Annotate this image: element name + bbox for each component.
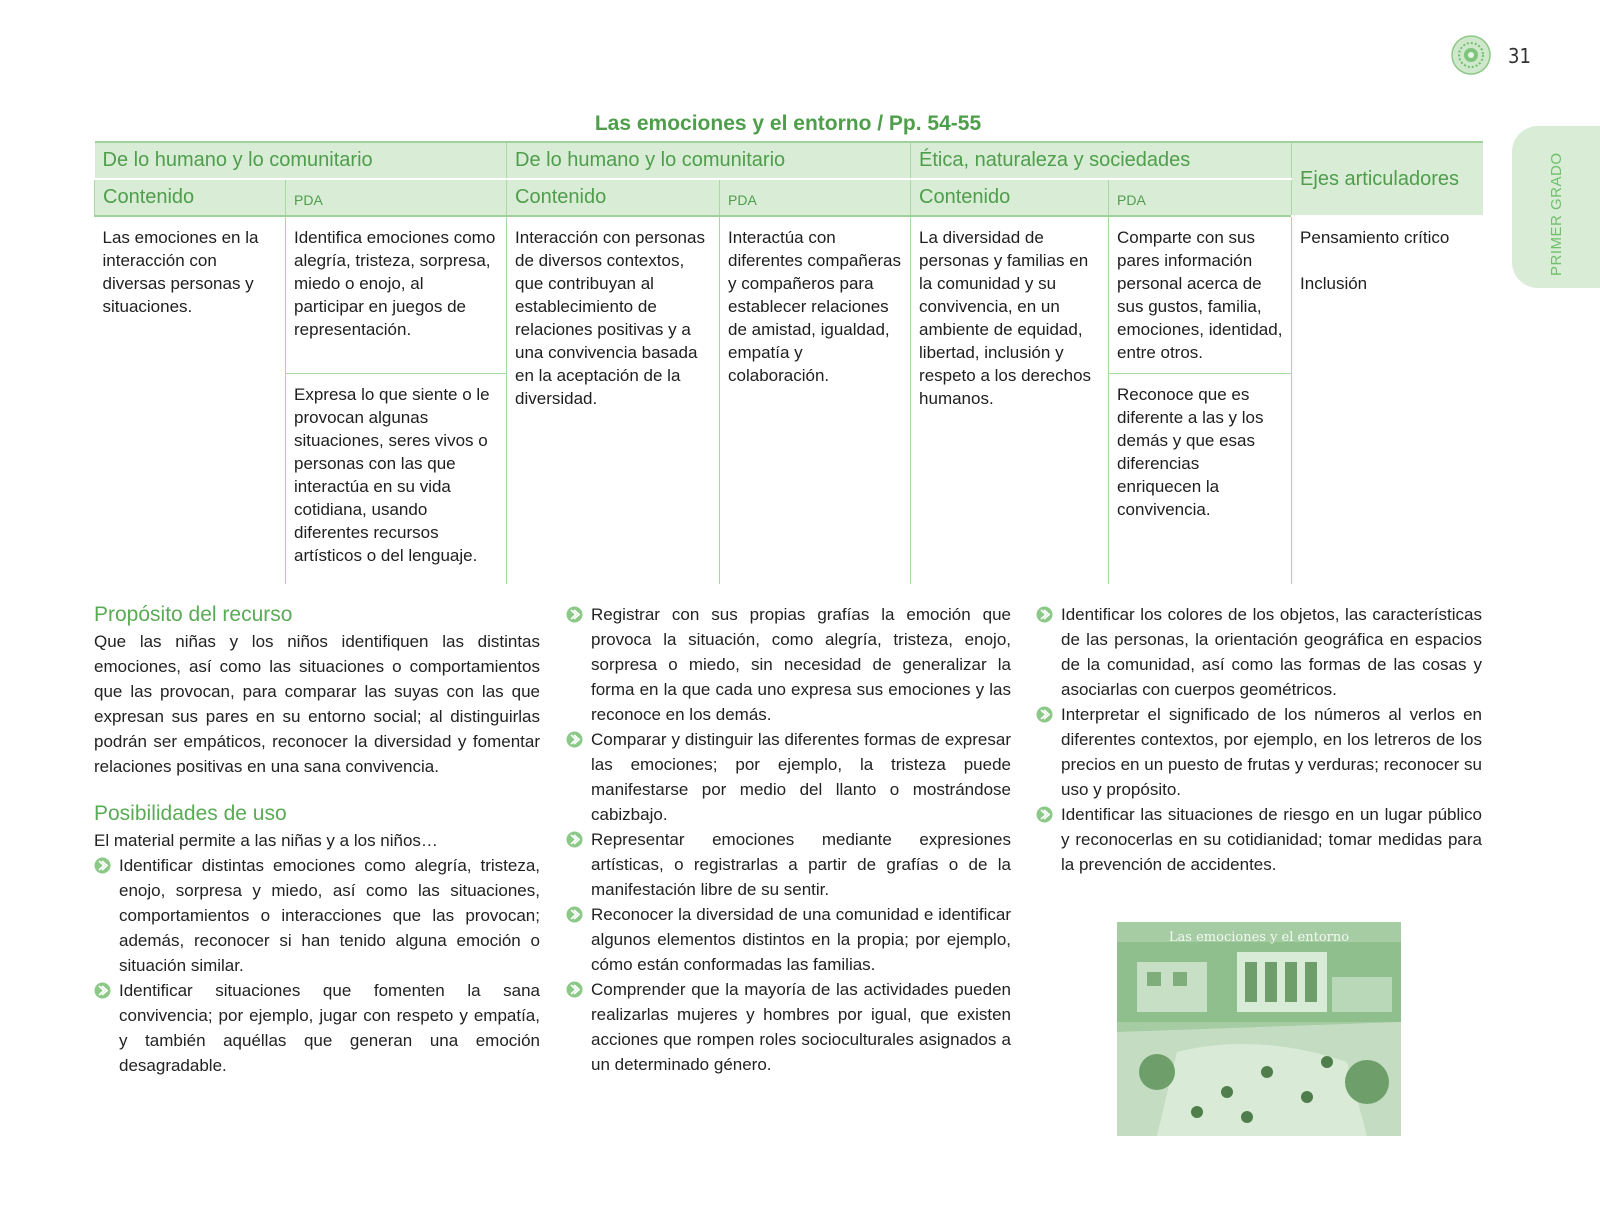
text-column-2 (566, 602, 1011, 1077)
arrow-bullet-icon (566, 906, 583, 923)
pda-cell: Expresa lo que siente o le provocan algunas situaciones, seres vivos o personas con las que interactúa en su vida cotidiana, usando diferentes recursos artísticos o del lenguaje. (286, 374, 507, 584)
proposito-text: Que las niñas y los niños identifiquen las distintas emociones, así como las situaciones o comportamientos que las provocan, para comparar las suyas con las que expresan sus pares en su entorno social; al distinguirlas podrán ser empáticos, reconocer la diversidad y fomentar relaciones positivas en una sana convivencia. (94, 632, 540, 776)
list-item: Identificar situaciones que fomenten la sana convivencia; por ejemplo, jugar con respeto y empatía, y también aquéllas que generan una emoción desagradable. (94, 978, 540, 1078)
curriculum-table (94, 141, 1483, 584)
list-item: Identificar los colores de los objetos, las características de las personas, la orientación geográfica en espacios de la comunidad, así como las formas de las cosas y asociarlas con cuerpos geométricos. (1036, 602, 1482, 702)
list-item: Registrar con sus propias grafías la emoción que provoca la situación, como alegría, tristeza, enojo, sorpresa o miedo, sin necesidad de generalizar la forma en la que cada uno expresa sus emociones y las reconoce en los demás. (566, 602, 1011, 727)
field-header-3: Ética, naturaleza y sociedades (911, 142, 1292, 179)
pda-header: PDA (1109, 179, 1292, 216)
contenido-header: Contenido (95, 179, 286, 216)
field-header-1: De lo humano y lo comunitario (95, 142, 507, 179)
list-item: Identificar distintas emociones como alegría, tristeza, enojo, sorpresa y miedo, así como las situaciones, comportamientos o interacciones que las provocan; además, reconocer si han tenido alguna emoción o situación similar. (94, 853, 540, 978)
contenido-cell: Interacción con personas de diversos contextos, que contribuyan al establecimiento de relaciones positivas y a una convivencia basada en la aceptación de la diversidad. (507, 216, 720, 584)
pda-header: PDA (720, 179, 911, 216)
arrow-bullet-icon (94, 857, 111, 874)
pda-cell: Comparte con sus pares información personal acerca de sus gustos, familia, emociones, identidad, entre otros. (1109, 216, 1292, 374)
pda-header: PDA (286, 179, 507, 216)
text-column-3 (1036, 602, 1482, 877)
text-column-1 (94, 602, 540, 1078)
field-header-2: De lo humano y lo comunitario (507, 142, 911, 179)
list-item: Interpretar el significado de los números al verlos en diferentes contextos, por ejemplo, en los letreros de los precios en un puesto de frutas y verduras; reconocer su uso y propósito. (1036, 702, 1482, 802)
ejes-cell (1292, 216, 1483, 584)
poster-thumbnail (1117, 922, 1401, 1136)
posibilidades-intro: El material permite a las niñas y a los niños… (94, 831, 438, 850)
arrow-bullet-icon (1036, 606, 1053, 623)
eje-item: Pensamiento crítico (1300, 228, 1450, 247)
pda-cell: Identifica emociones como alegría, tristeza, sorpresa, miedo o enojo, al participar en juegos de representación. (286, 216, 507, 374)
poster-title: Las emociones y el entorno (1168, 930, 1350, 945)
arrow-bullet-icon (566, 731, 583, 748)
arrow-bullet-icon (1036, 806, 1053, 823)
arrow-bullet-icon (1036, 706, 1053, 723)
eje-item: Inclusión (1300, 274, 1368, 293)
list-item: Representar emociones mediante expresiones artísticas, o registrarlas a partir de grafías o de la manifestación libre de su sentir. (566, 827, 1011, 902)
proposito-heading: Propósito del recurso (94, 603, 293, 626)
grade-label: PRIMER GRADO (1548, 152, 1565, 276)
posibilidades-heading: Posibilidades de uso (94, 802, 287, 825)
pda-cell: Reconoce que es diferente a las y los demás y que esas diferencias enriquecen la convivencia. (1109, 374, 1292, 584)
sun-emblem-icon (1450, 34, 1492, 76)
grade-side-tab (1512, 126, 1600, 288)
table-title: Las emociones y el entorno / Pp. 54-55 (594, 112, 982, 135)
list-item: Comprender que la mayoría de las actividades pueden realizarlas mujeres y hombres por igual, que existen acciones que rompen roles socioculturales asignados a un determinado género. (566, 977, 1011, 1077)
list-item: Reconocer la diversidad de una comunidad e identificar algunos elementos distintos en la propia; por ejemplo, cómo están conformadas las familias. (566, 902, 1011, 977)
arrow-bullet-icon (566, 606, 583, 623)
contenido-header: Contenido (507, 179, 720, 216)
arrow-bullet-icon (94, 982, 111, 999)
list-item: Identificar las situaciones de riesgo en un lugar público y reconocerlas en su cotidianidad; tomar medidas para la prevención de accidentes. (1036, 802, 1482, 877)
arrow-bullet-icon (566, 831, 583, 848)
list-item: Comparar y distinguir las diferentes formas de expresar las emociones; por ejemplo, la tristeza puede manifestarse por medio del llanto o mostrándose cabizbajo. (566, 727, 1011, 827)
page-number: 31 (1508, 44, 1531, 68)
community-scene-illustration (1117, 922, 1401, 1136)
arrow-bullet-icon (566, 981, 583, 998)
contenido-cell: La diversidad de personas y familias en la comunidad y su convivencia, en un ambiente de equidad, libertad, inclusión y respeto a los derechos humanos. (911, 216, 1109, 584)
pda-cell: Interactúa con diferentes compañeras y compañeros para establecer relaciones de amistad, igualdad, empatía y colaboración. (720, 216, 911, 584)
contenido-header: Contenido (911, 179, 1109, 216)
contenido-cell: Las emociones en la interacción con diversas personas y situaciones. (102, 228, 259, 316)
ejes-header: Ejes articuladores (1292, 142, 1483, 216)
